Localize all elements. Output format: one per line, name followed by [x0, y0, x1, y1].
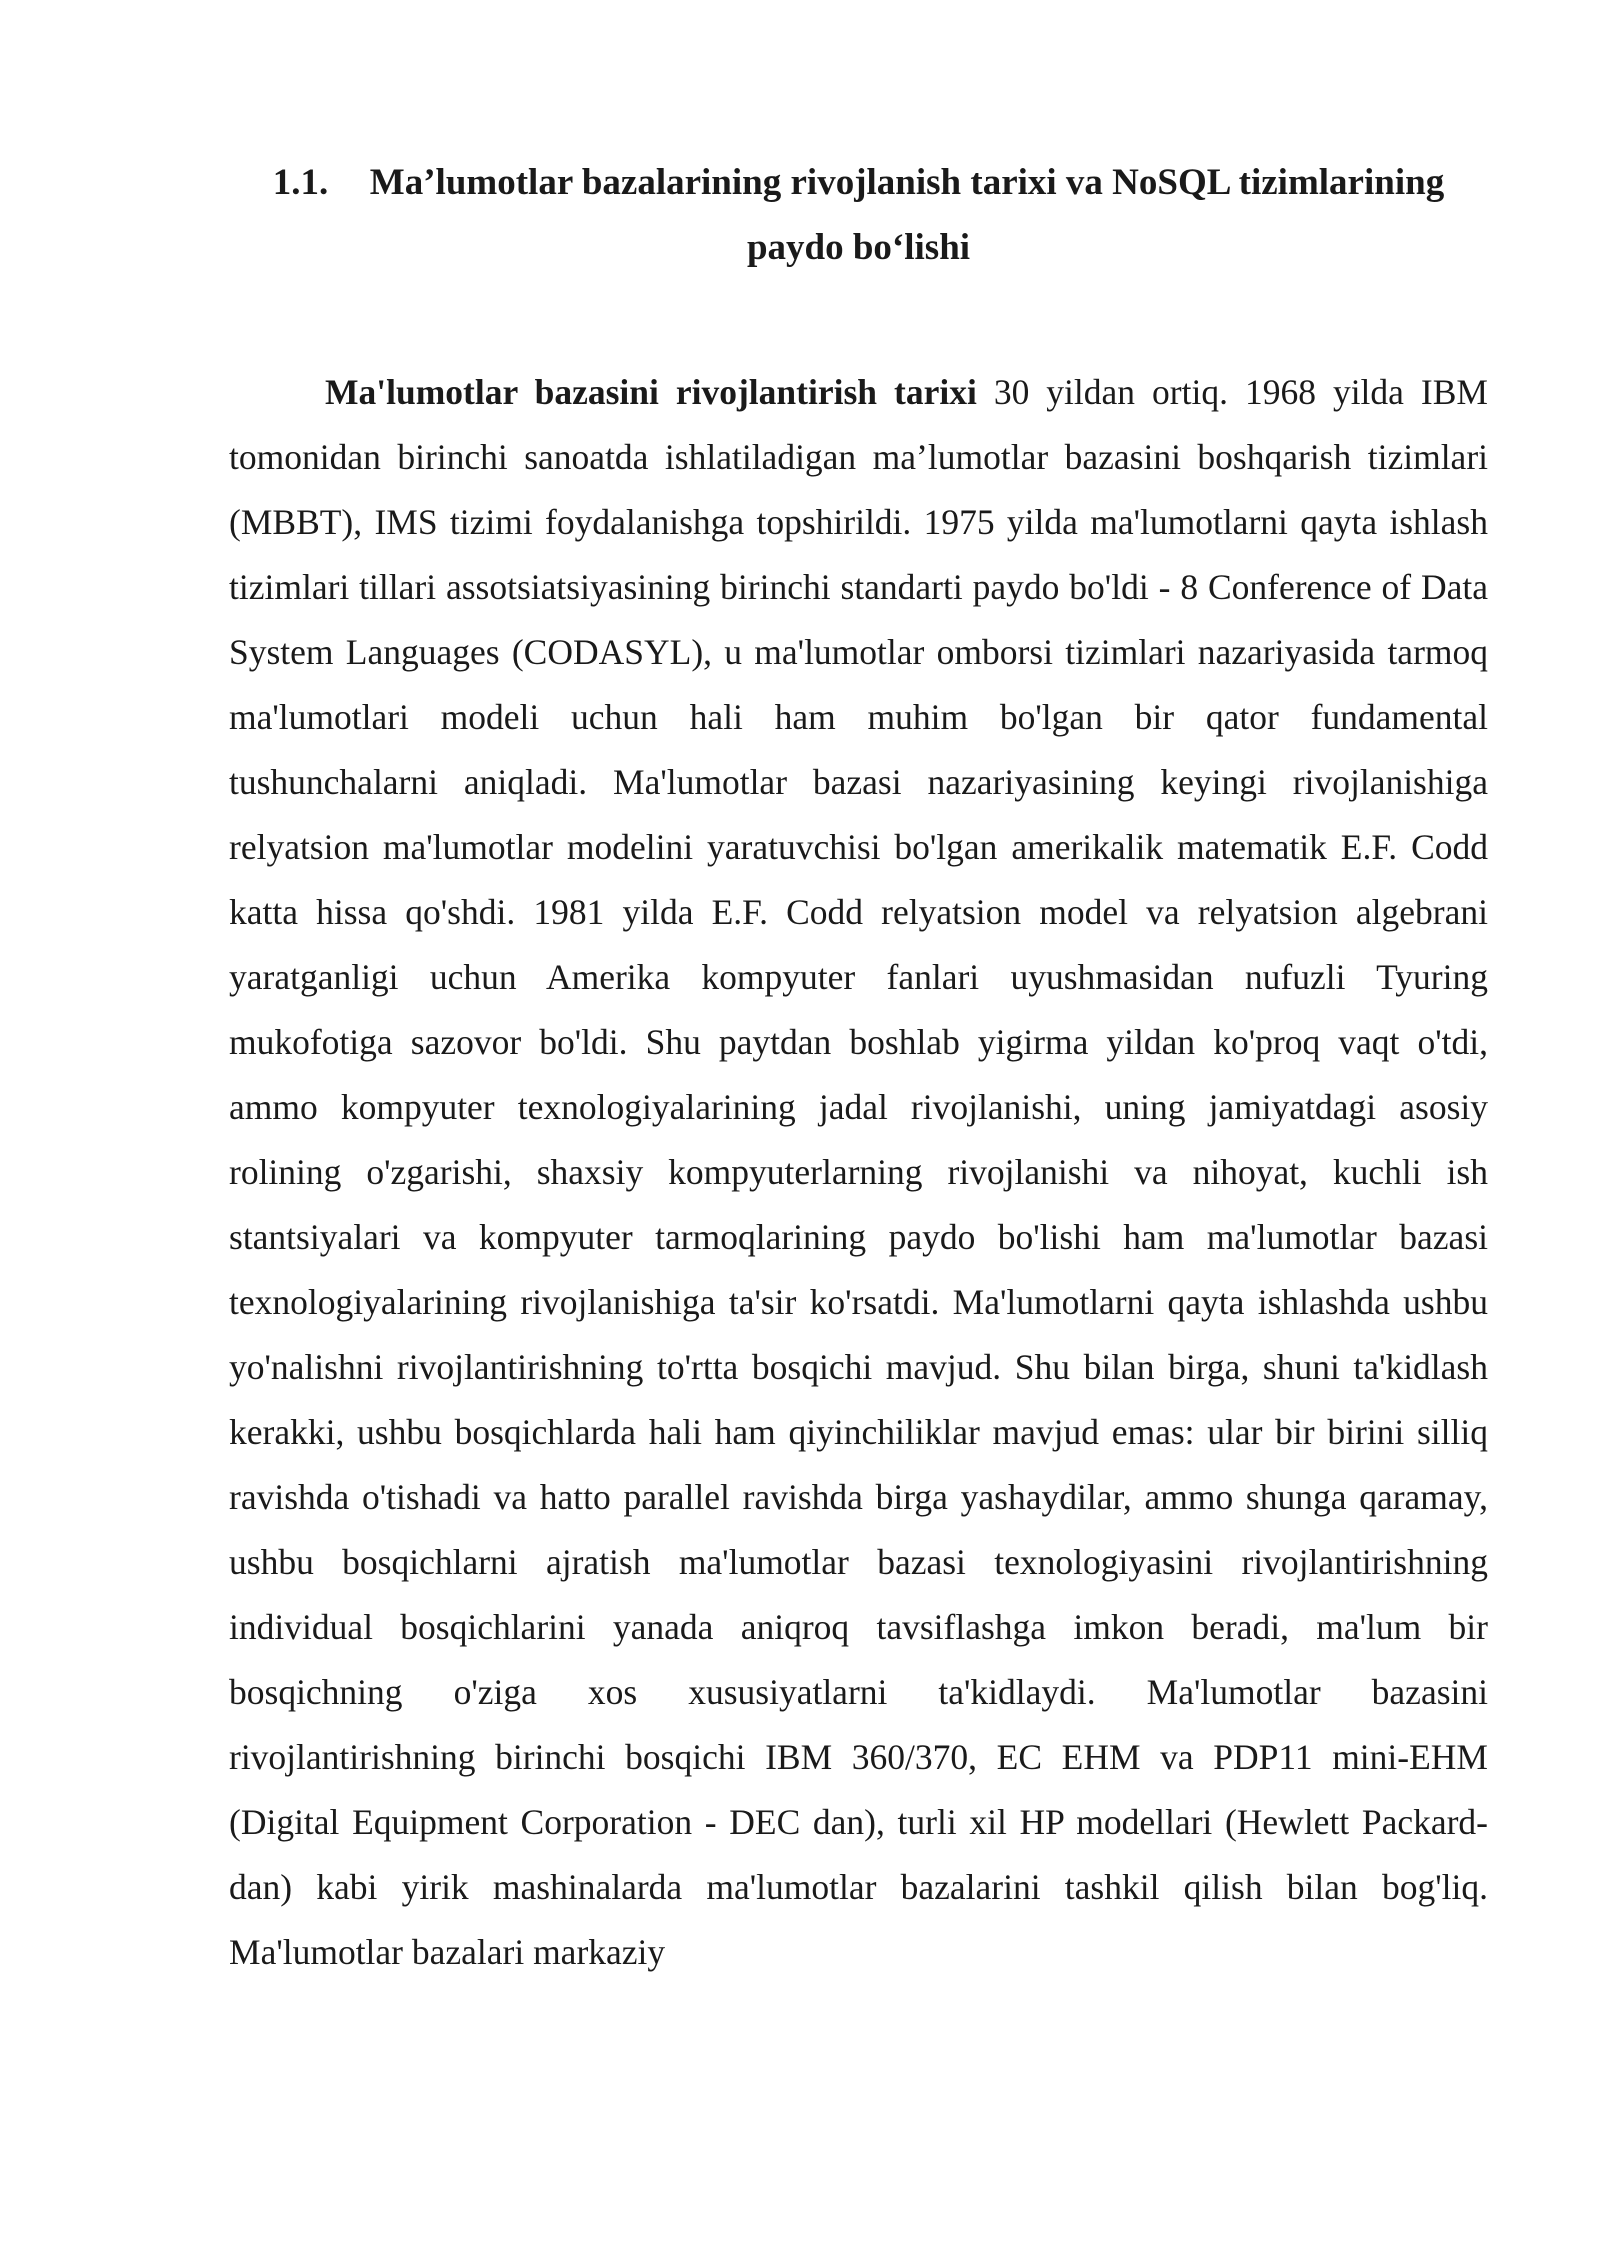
section-heading [229, 150, 1488, 280]
section-title-line-1: Ma’lumotlar bazalarining rivojlanish tarixi va NoSQL tizimlarining [369, 162, 1445, 203]
paragraph-lead-term: Ma'lumotlar bazasini rivojlantirish tarixi [325, 372, 977, 412]
section-number: 1.1. [272, 162, 329, 203]
document-page [229, 150, 1488, 1985]
section-title-line-2: paydo bo‘lishi [746, 227, 971, 268]
paragraph-text: 30 yildan ortiq. 1968 yilda IBM tomonidan birinchi sanoatda ishlatiladigan ma’lumotlar bazasini boshqarish tizimlari (MBBT), IMS tizimi foydalanishga topshirildi. 1975 yilda ma'lumotlarni qayta ishlash tizimlari tillari assotsiatsiyasining birinchi standarti paydo bo'ldi - 8 Conference of Data System Languages (CODASYL), u ma'lumotlar omborsi tizimlari nazariyasida tarmoq ma'lumotlari modeli uchun hali ham muhim bo'lgan bir qator fundamental tushunchalarni aniqladi. Ma'lumotlar bazasi nazariyasining keyingi rivojlanishiga relyatsion ma'lumotlar modelini yaratuvchisi bo'lgan amerikalik matematik E.F. Codd katta hissa qo'shdi. 1981 yilda E.F. Codd relyatsion model va relyatsion algebrani yaratganligi uchun Amerika kompyuter fanlari uyushmasidan nufuzli Tyuring mukofotiga sazovor bo'ldi. Shu paytdan boshlab yigirma yildan ko'proq vaqt o'tdi, ammo kompyuter texnologiyalarining jadal rivojlanishi, uning jamiyatdagi asosiy rolining o'zgarishi, shaxsiy kompyuterlarning rivojlanishi va nihoyat, kuchli ish stantsiyalari va kompyuter tarmoqlarining paydo bo'lishi ham ma'lumotlar bazasi texnologiyalarining rivojlanishiga ta'sir ko'rsatdi. Ma'lumotlarni qayta ishlashda ushbu yo'nalishni rivojlantirishning to'rtta bosqichi mavjud. Shu bilan birga, shuni ta'kidlash kerakki, ushbu bosqichlarda hali ham qiyinchiliklar mavjud emas: ular bir birini silliq ravishda o'tishadi va hatto parallel ravishda birga yashaydilar, ammo shunga qaramay, ushbu bosqichlarni ajratish ma'lumotlar bazasi texnologiyasini rivojlantirishning individual bosqichlarini yanada aniqroq tavsiflashga imkon beradi, ma'lum bir bosqichning o'ziga xos xususiyatlarni ta'kidlaydi. Ma'lumotlar bazasini rivojlantirishning birinchi bosqichi IBM 360/370, EC EHM va PDP11 mini-EHM (Digital Equipment Corporation - DEC dan), turli xil HP modellari (Hewlett Packard-dan) kabi yirik mashinalarda ma'lumotlar bazalarini tashkil qilish bilan bog'liq. Ma'lumotlar bazalari markaziy [229, 372, 1488, 1972]
body-paragraph [229, 360, 1488, 1985]
